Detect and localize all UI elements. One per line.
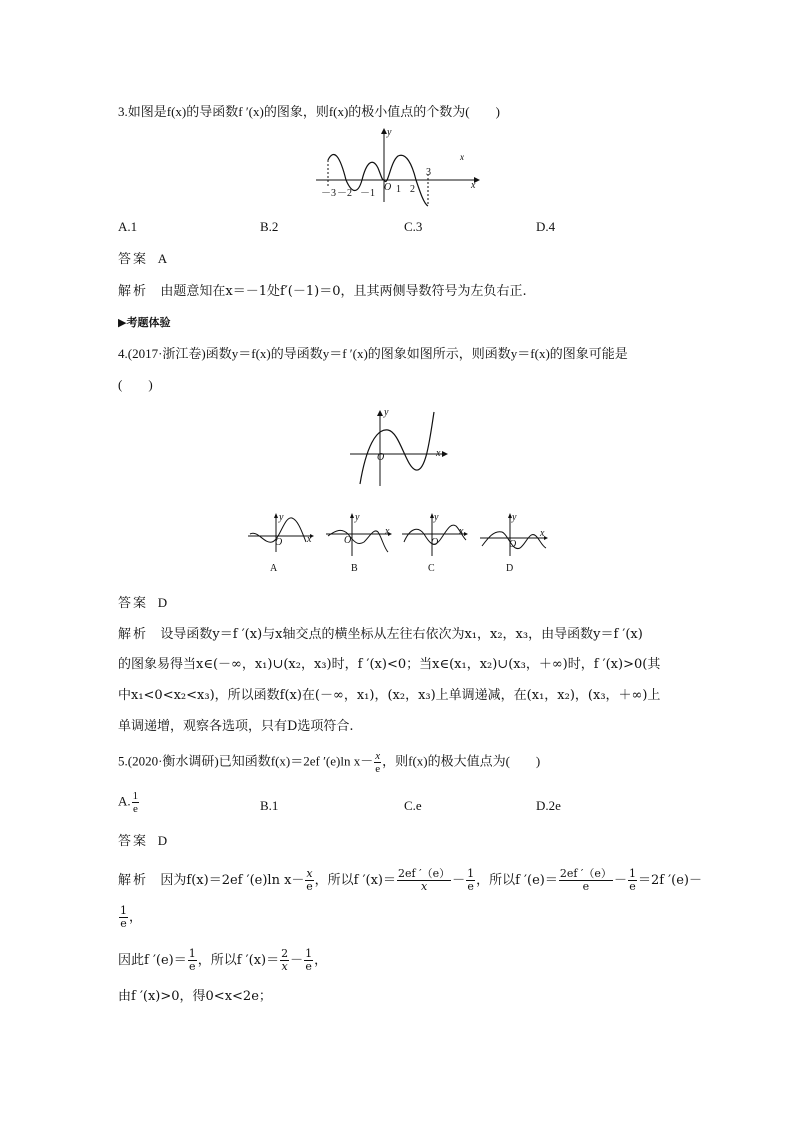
q5-option-a-prefix: A. (118, 793, 131, 809)
q5-a3-frac2 (280, 948, 289, 973)
q4-stem-line2: ( ) (118, 377, 153, 392)
q4-analysis-row4: 单调递增，观察各选项，只有D选项符合. (118, 719, 354, 734)
q5-option-b: B.1 (260, 798, 279, 813)
figB-y: y (355, 512, 360, 523)
fig2-origin: O (377, 452, 385, 463)
q5-a1-frac3 (466, 868, 475, 893)
frac-num: 1 (188, 947, 196, 960)
section-header (118, 314, 170, 332)
q5-a1-mid: ，所以f ′(x)＝ (314, 873, 396, 888)
frac-den: e (375, 763, 381, 775)
q5-stem-pre: 5.(2020·衡水调研)已知函数f(x)＝2ef ′(e)ln x－ (118, 753, 374, 769)
figD-origin: O (509, 539, 517, 550)
analysis-label: 解析 (118, 627, 149, 642)
q5-a1-end: ＝2f ′(e)－ (637, 873, 702, 888)
triangle-icon: ▶ (118, 316, 127, 329)
frac-num: 2ef ′（e） (398, 867, 451, 880)
analysis-label: 解析 (118, 873, 149, 888)
analysis-text: 由题意知在x＝－1处f′(－1)＝0，且其两侧导数符号为左负右正. (160, 284, 527, 299)
frac-num: x (306, 867, 313, 880)
frac-num: x (375, 750, 381, 762)
figC-y: y (434, 512, 439, 523)
figA-origin: O (275, 537, 283, 548)
q5-a3-pre: 因此f ′(e)＝ (118, 953, 187, 968)
frac-den: x (281, 960, 288, 973)
figD-y: y (512, 512, 517, 523)
q5-a1-frac5 (628, 868, 637, 893)
q5-a1-frac2 (397, 868, 451, 893)
q5-analysis-row4: 由f ′(x)>0，得0<x<2e； (118, 989, 272, 1004)
fig1-tick-neg3: －3 (321, 188, 336, 199)
figB-origin: O (344, 535, 352, 546)
q3-stem: 3.如图是f(x)的导函数f ′(x)的图象，则f(x)的极小值点的个数为( ) (118, 104, 500, 119)
frac-den: e (120, 917, 127, 930)
q5-a3-minus: － (290, 953, 304, 968)
fig1-tick-neg1: －1 (360, 188, 375, 199)
analysis-label: 解析 (118, 284, 149, 299)
q4-analysis-row2: 的图象易得当x∈(－∞，x₁)∪(x₂，x₃)时，f ′(x)<0；当x∈(x₁，x₂)∪(x₃，＋∞)时，f ′(x)>0(其 (118, 657, 661, 672)
fig1-tick-neg2: －2 (337, 188, 352, 199)
q5-option-d: D.2e (536, 798, 561, 813)
answer-label: 答案 (118, 251, 149, 266)
q5-stem-fraction (374, 750, 381, 775)
frac-num: 1 (628, 867, 636, 880)
q4-choice-label-a: A (270, 563, 278, 574)
analysis-text-1: 设导函数y＝f ′(x)与x轴交点的横坐标从左往右依次为x₁，x₂，x₃，由导函数y＝f ′(x) (160, 627, 643, 642)
q5-stem (118, 750, 540, 775)
q5-a1-frac1 (305, 868, 313, 893)
q3-option-c: C.3 (404, 219, 423, 234)
q4-analysis-row3: 中x₁<0<x₂<x₃)，所以函数f(x)在(－∞，x₁)，(x₂，x₃)上单调递减，在(x₁，x₂)，(x₃，＋∞)上 (118, 688, 661, 703)
q5-a1-minus: － (452, 873, 466, 888)
q3-option-a: A.1 (118, 219, 138, 234)
answer-label: 答案 (118, 595, 149, 610)
fig1-tick-2: 2 (410, 184, 415, 195)
fig1-origin: O (384, 182, 392, 193)
figA-x: x (307, 534, 312, 545)
q4-stem-line1: 4.(2017·浙江卷)函数y＝f(x)的导函数y＝f ′(x)的图象如图所示，则函数y＝f(x)的图象可能是 (118, 346, 628, 361)
frac-den: e (132, 803, 138, 815)
q4-choice-label-b: B (351, 563, 358, 574)
q5-a1-minus2: － (613, 873, 627, 888)
frac-num: 1 (132, 790, 139, 802)
q3-answer-row (118, 250, 167, 268)
q5-a3-end: ， (314, 953, 328, 968)
q4-answer-row (118, 594, 167, 612)
q5-answer-row (118, 832, 167, 850)
frac-num: 1 (120, 904, 127, 917)
q5-a3-mid: ，所以f ′(x)＝ (197, 953, 280, 968)
q5-analysis-row2 (118, 905, 142, 930)
q4-derivative-graph (350, 408, 450, 488)
fig2-x-label: x (436, 448, 441, 459)
answer-value: D (157, 595, 168, 610)
frac-num: 1 (467, 867, 475, 880)
q5-option-c: C.e (404, 798, 422, 813)
frac-den: e (305, 960, 312, 973)
q5-stem-post: ，则f(x)的极大值点为( ) (382, 753, 541, 769)
q4-choice-label-c: C (428, 563, 435, 574)
figA-y: y (279, 512, 284, 523)
q5-analysis-row1 (118, 868, 702, 893)
frac-den: e (467, 880, 474, 893)
figC-origin: O (431, 537, 439, 548)
section-title: 考题体验 (126, 316, 171, 329)
frac-den: e (188, 960, 196, 973)
answer-value: A (157, 251, 168, 266)
figB-x: x (385, 526, 390, 537)
q5-option-a (118, 790, 140, 815)
frac-num: 2 (281, 947, 289, 960)
q4-choice-label-d: D (506, 563, 514, 574)
fig1-tick-1: 1 (396, 184, 401, 195)
q3-option-d: D.4 (536, 219, 556, 234)
q5-analysis-row3 (118, 948, 327, 973)
q4-analysis-row1 (118, 626, 643, 644)
fig1-tick-3: 3 (426, 167, 431, 178)
q5-option-a-fraction (132, 790, 140, 815)
frac-den: e (629, 880, 636, 893)
frac-den: e (306, 880, 313, 893)
fig1-axis-x: x (460, 152, 464, 162)
q5-a1-frac4 (559, 868, 613, 893)
frac-den: e (582, 880, 590, 893)
q5-a3-frac3 (304, 948, 313, 973)
frac-num: 2ef ′（e） (559, 867, 612, 880)
frac-den: x (420, 880, 428, 893)
q5-a2-frac (119, 905, 128, 930)
frac-num: 1 (305, 947, 313, 960)
q5-a1-pre: 因为f(x)＝2ef ′(e)ln x－ (160, 873, 305, 888)
q3-analysis-row (118, 283, 527, 301)
figD-x: x (540, 528, 545, 539)
figC-x: x (459, 526, 464, 537)
q5-a2-end: ， (129, 910, 143, 925)
fig1-x-label: x (471, 180, 476, 191)
fig2-y-label: y (384, 407, 389, 418)
q3-option-b: B.2 (260, 219, 279, 234)
answer-value: D (157, 833, 168, 848)
answer-label: 答案 (118, 833, 149, 848)
q5-a3-frac1 (188, 948, 197, 973)
q5-a1-mid2: ，所以f ′(e)＝ (476, 873, 558, 888)
fig1-y-label: y (387, 127, 392, 138)
